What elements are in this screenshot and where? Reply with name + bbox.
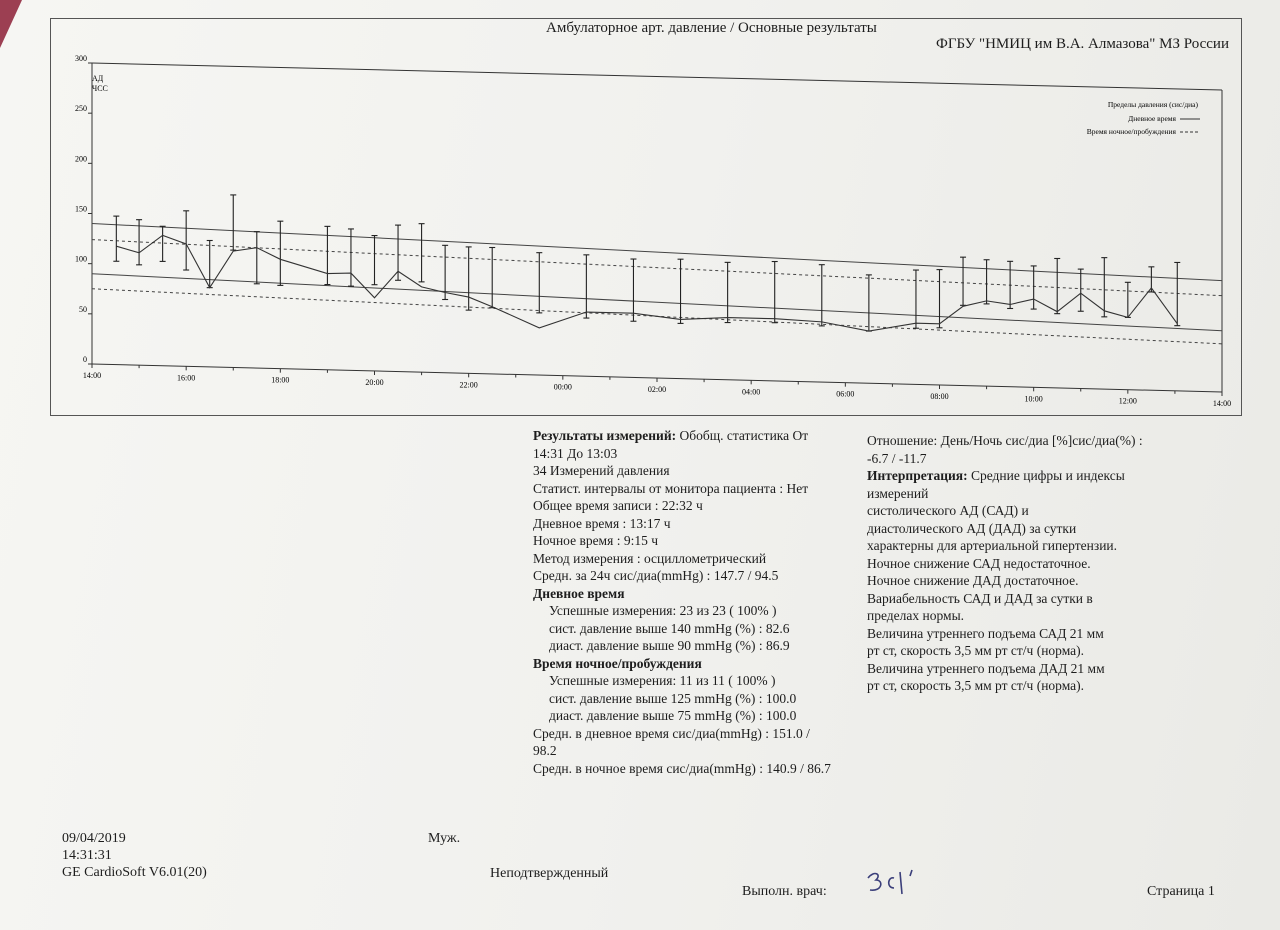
interpretation-heading: Интерпретация: — [867, 468, 968, 483]
results-intervals: Статист. интервалы от монитора пациента : Нет — [533, 480, 809, 496]
footer-sex: Муж. — [428, 831, 461, 846]
night-diastolic: диаст. давление выше 75 mmHg (%) : 100.0 — [549, 708, 797, 723]
day-diastolic: диаст. давление выше 90 mmHg (%) : 86.9 — [549, 638, 790, 653]
results-period: 14:31 До 13:03 — [533, 445, 618, 461]
x-tick-label-1: 16:00 — [177, 373, 196, 383]
interpretation-line-10: Величина утреннего подъема САД 21 мм — [867, 625, 1104, 641]
legend-title: Пределы давления (сис/диа) — [1107, 100, 1198, 109]
chart-legend — [1087, 100, 1200, 136]
y-axis-label-bp: АД — [92, 74, 104, 83]
night-systolic: сист. давление выше 125 mmHg (%) : 100.0 — [549, 690, 797, 706]
night-heading: Время ночное/пробуждения — [533, 655, 702, 671]
limit-line-day-diastolic — [92, 274, 1222, 331]
night-success: Успешные измерения: 11 из 11 ( 100% ) — [549, 673, 776, 688]
x-tick-label-9: 08:00 — [930, 392, 949, 401]
interpretation-line-7: Ночное снижение ДАД достаточное. — [867, 573, 1079, 588]
x-tick-label-4: 22:00 — [459, 380, 478, 390]
y-tick-label-6: 300 — [75, 54, 87, 63]
results-heading-line — [533, 427, 831, 445]
x-tick-label-11: 12:00 — [1118, 396, 1137, 406]
x-tick-label-5: 00:00 — [553, 382, 572, 392]
results-total-time: Общее время записи : 22:32 ч — [533, 498, 703, 513]
blood-pressure-chart — [0, 0, 1280, 420]
interpretation-line-5: характерны для артериальной гипертензии. — [867, 538, 1118, 553]
y-tick-label-5: 250 — [75, 104, 87, 114]
results-heading: Результаты измерений: — [533, 428, 677, 443]
x-tick-label-10: 10:00 — [1024, 394, 1043, 404]
footer-software: GE CardioSoft V6.01(20) — [62, 865, 207, 880]
interpretation-line-6: Ночное снижение САД недостаточное. — [867, 555, 1091, 571]
footer-doctor-label: Выполн. врач: — [742, 884, 827, 899]
interpretation-line-2: измерений — [867, 485, 929, 501]
results-column — [533, 427, 831, 777]
results-heading-rest: Обобщ. статистика От — [676, 428, 809, 443]
day-systolic: сист. давление выше 140 mmHg (%) : 82.6 — [549, 620, 790, 636]
interpretation-line-11: рт ст, скорость 3,5 мм рт ст/ч (норма). — [867, 643, 1085, 658]
limit-line-night-systolic — [92, 240, 1222, 296]
avg-day-line2: 98.2 — [533, 743, 557, 758]
y-tick-label-1: 50 — [79, 304, 87, 314]
y-tick-label-3: 150 — [75, 204, 87, 214]
x-tick-label-6: 02:00 — [647, 385, 667, 394]
interpretation-heading-rest: Средние цифры и индексы — [967, 468, 1125, 483]
results-day-time: Дневное время : 13:17 ч — [533, 515, 671, 531]
interpretation-line-4: диастолического АД (ДАД) за сутки — [867, 520, 1077, 536]
avg-night: Средн. в ночное время сис/диа(mmHg) : 140.9 / 86.7 — [533, 760, 831, 776]
legend-label-night: Время ночное/пробуждения — [1086, 127, 1176, 136]
legend-label-day: Дневное время — [1128, 114, 1176, 123]
footer-date: 09/04/2019 — [62, 831, 126, 846]
ratio-line1: Отношение: День/Ночь сис/диа [%]сис/диа(%) : — [867, 433, 1143, 448]
x-tick-label-2: 18:00 — [271, 375, 290, 385]
chart-top-border — [92, 63, 1222, 90]
interpretation-line-9: пределах нормы. — [867, 608, 965, 623]
x-tick-label-12: 14:00 — [1212, 399, 1232, 408]
y-axis-label-hr: ЧСС — [92, 84, 108, 93]
x-tick-label-7: 04:00 — [742, 387, 761, 397]
day-heading: Дневное время — [533, 585, 625, 601]
limit-line-day-systolic — [92, 224, 1222, 281]
interpretation-column — [867, 432, 1143, 695]
results-avg-24h: Средн. за 24ч сис/диа(mmHg) : 147.7 / 94.5 — [533, 568, 779, 583]
footer-page: Страница 1 — [1147, 884, 1215, 899]
interpretation-line-12: Величина утреннего подъема ДАД 21 мм — [867, 660, 1105, 676]
interpretation-heading-line — [867, 467, 1143, 485]
avg-day-line1: Средн. в дневное время сис/диа(mmHg) : 151.0 / — [533, 725, 810, 741]
day-success: Успешные измерения: 23 из 23 ( 100% ) — [549, 603, 777, 618]
results-count: 34 Измерений давления — [533, 463, 670, 478]
footer-time: 14:31:31 — [62, 848, 112, 863]
interpretation-line-13: рт ст, скорость 3,5 мм рт ст/ч (норма). — [867, 678, 1085, 693]
results-night-time: Ночное время : 9:15 ч — [533, 533, 658, 548]
organization-name: ФГБУ "НМИЦ им В.А. Алмазова" МЗ России — [936, 36, 1229, 52]
footer-status: Неподтвержденный — [490, 866, 609, 881]
doctor-signature — [864, 866, 924, 900]
interpretation-line-8: Вариабельность САД и ДАД за сутки в — [867, 590, 1093, 606]
interpretation-line-3: систолического АД (САД) и — [867, 503, 1029, 518]
y-tick-label-4: 200 — [75, 154, 87, 164]
x-tick-label-0: 14:00 — [82, 371, 102, 380]
x-tick-label-8: 06:00 — [836, 389, 855, 399]
report-title: Амбулаторное арт. давление / Основные результаты — [546, 20, 877, 36]
x-tick-label-3: 20:00 — [365, 378, 384, 387]
y-tick-label-2: 100 — [75, 254, 87, 264]
y-tick-label-0: 0 — [83, 355, 87, 364]
results-method: Метод измерения : осциллометрический — [533, 550, 767, 566]
ratio-line2: -6.7 / -11.7 — [867, 450, 927, 466]
